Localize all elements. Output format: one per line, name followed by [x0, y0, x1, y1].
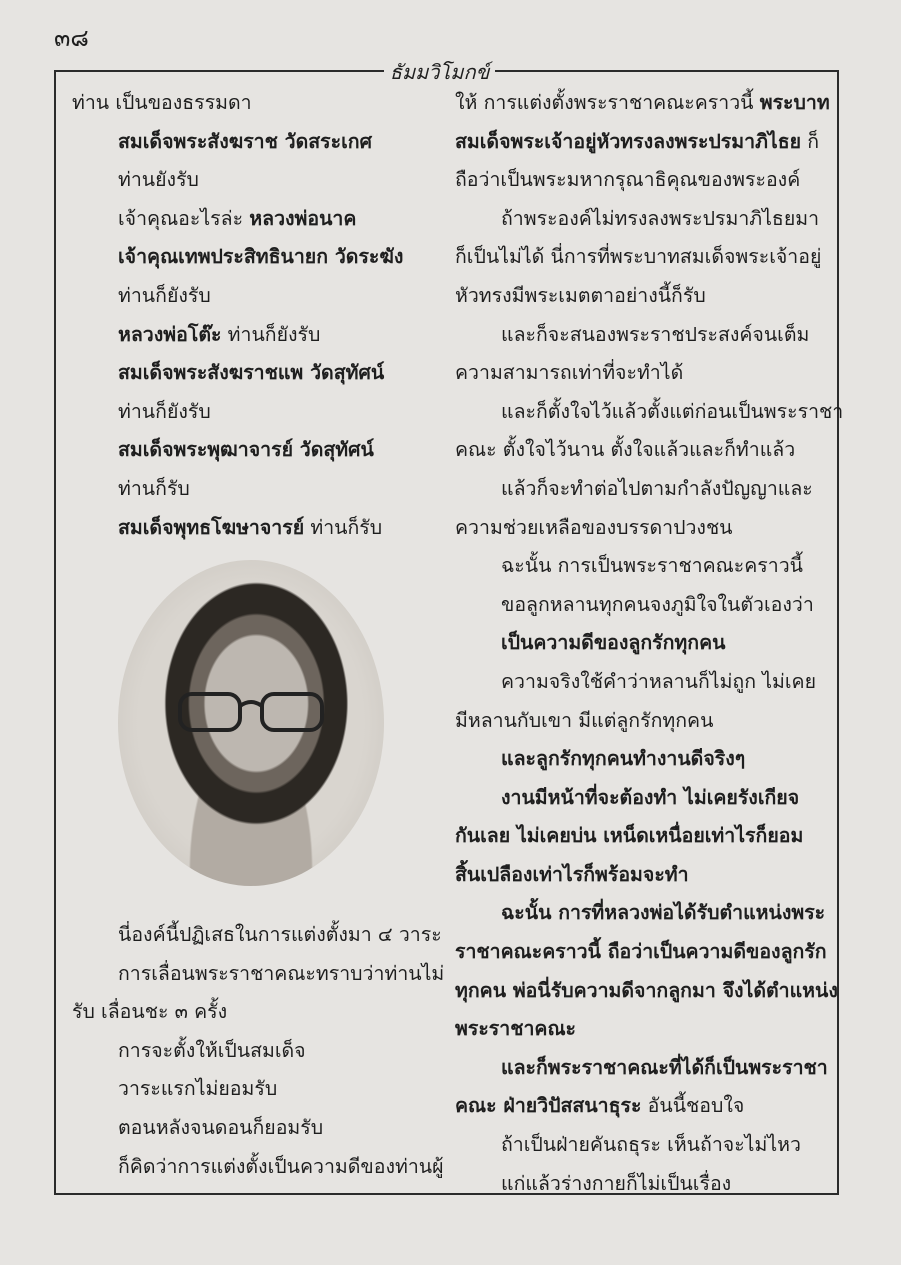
body-text: และก็ตั้งใจไว้แล้วตั้งแต่ก่อนเป็นพระราชา	[501, 399, 844, 423]
text-line	[455, 894, 825, 933]
body-text: ความสามารถเท่าที่จะทำได้	[455, 361, 684, 385]
bold-text: ฉะนั้น การที่หลวงพ่อได้รับตำแหน่งพระ	[501, 901, 826, 925]
body-text: รับ เลื่อนชะ ๓ ครั้ง	[72, 1000, 228, 1024]
body-text: ก็เป็นไม่ได้ นี่การที่พระบาทสมเด็จพระเจ้าอยู่	[455, 245, 822, 269]
text-line	[455, 238, 825, 277]
text-line	[455, 123, 825, 162]
left-column-bottom	[72, 916, 445, 1186]
text-line	[72, 1148, 444, 1187]
body-text: ให้ การแต่งตั้งพระราชาคณะคราวนี้	[455, 91, 760, 114]
text-line	[72, 238, 434, 277]
text-line	[72, 354, 434, 393]
body-text: อันนี้ชอบใจ	[641, 1094, 745, 1118]
bold-text: สิ้นเปลืองเท่าไรก็พร้อมจะทำ	[455, 862, 689, 886]
text-line	[455, 624, 825, 663]
bold-text: และลูกรักทุกคนทำงานดีจริงๆ	[501, 747, 746, 771]
bold-text: สมเด็จพระสังฆราชแพ วัดสุทัศน์	[118, 361, 385, 385]
text-line	[455, 200, 825, 239]
body-text: ตอนหลังจนดอนก็ยอมรับ	[118, 1115, 324, 1139]
running-title: ธัมมวิโมกข์	[389, 60, 490, 84]
body-text: ท่านก็รับ	[118, 476, 190, 500]
bold-text: เจ้าคุณเทพประสิทธินายก วัดระฆัง	[118, 245, 404, 269]
text-line	[72, 470, 434, 509]
body-text: ถือว่าเป็นพระมหากรุณาธิคุณของพระองค์	[455, 168, 801, 192]
text-line	[455, 1087, 825, 1126]
body-text: วาระแรกไม่ยอมรับ	[118, 1077, 278, 1101]
body-text: หัวทรงมีพระเมตตาอย่างนี้ก็รับ	[455, 283, 706, 307]
text-line	[72, 916, 442, 955]
text-line	[455, 1010, 825, 1049]
body-text: ก็	[801, 129, 820, 153]
text-line	[72, 393, 434, 432]
text-line	[455, 509, 825, 548]
body-text: ถ้าพระองค์ไม่ทรงลงพระปรมาภิไธยมา	[501, 206, 820, 230]
text-line	[455, 740, 825, 779]
text-line	[455, 470, 825, 509]
bold-text: เป็นความดีของลูกรักทุกคน	[501, 631, 726, 655]
text-line	[72, 200, 434, 239]
text-line	[72, 277, 434, 316]
text-line	[455, 586, 825, 625]
text-line	[72, 1032, 434, 1071]
body-text: ท่านก็รับ	[304, 515, 383, 539]
text-line	[455, 663, 825, 702]
body-text: ท่าน เป็นของธรรมดา	[72, 91, 252, 114]
text-line	[455, 779, 825, 818]
text-line	[72, 1109, 434, 1148]
bold-text: สมเด็จพระพุฒาจารย์ วัดสุทัศน์	[118, 438, 374, 462]
bold-text: สมเด็จพระสังฆราช วัดสระเกศ	[118, 129, 372, 153]
body-text: ขอลูกหลานทุกคนจงภูมิใจในตัวเองว่า	[501, 592, 814, 616]
portrait-photo-icon	[118, 560, 384, 886]
bold-text: ราชาคณะคราวนี้ ถือว่าเป็นความดีของลูกรัก	[455, 940, 827, 964]
text-line	[455, 277, 825, 316]
text-line	[455, 817, 825, 856]
bold-text: และก็พระราชาคณะที่ได้ก็เป็นพระราชา	[501, 1055, 828, 1079]
text-line	[72, 955, 445, 994]
bold-text: สมเด็จพุทธโฆษาจารย์	[118, 515, 305, 539]
text-line	[72, 123, 434, 162]
body-text: เจ้าคุณอะไรล่ะ	[118, 206, 250, 230]
text-line	[72, 84, 434, 123]
page-number: ๓๘	[54, 24, 89, 52]
body-text: คณะ ตั้งใจไว้นาน ตั้งใจแล้วและก็ทำแล้ว	[455, 438, 796, 462]
text-line	[455, 702, 825, 741]
text-line	[72, 161, 434, 200]
bold-text: งานมีหน้าที่จะต้องทำ ไม่เคยรังเกียจ	[501, 785, 800, 809]
text-line	[72, 316, 434, 355]
text-line	[455, 1049, 828, 1088]
text-line	[72, 1070, 434, 1109]
body-text: แล้วก็จะทำต่อไปตามกำลังปัญญาและ	[501, 476, 813, 500]
body-text: ท่านก็ยังรับ	[118, 283, 211, 307]
bold-text: กันเลย ไม่เคยบ่น เหน็ดเหนื่อยเท่าไรก็ยอม	[455, 824, 804, 848]
bold-text: พระบาท	[759, 91, 830, 114]
text-line	[455, 933, 825, 972]
text-line	[72, 509, 434, 548]
body-text: แก่แล้วร่างกายก็ไม่เป็นเรื่อง	[501, 1171, 732, 1195]
text-line	[455, 547, 825, 586]
body-text: ความจริงใช้คำว่าหลานก็ไม่ถูก ไม่เคย	[501, 669, 817, 693]
body-text: นี่องค์นี้ปฏิเสธในการแต่งตั้งมา ๔ วาระ	[118, 923, 442, 946]
bold-text: สมเด็จพระเจ้าอยู่หัวทรงลงพระปรมาภิไธย	[455, 129, 802, 153]
body-text: ท่านยังรับ	[118, 168, 199, 192]
text-line	[455, 161, 825, 200]
text-line	[455, 856, 825, 895]
right-column	[455, 84, 844, 1203]
text-line	[72, 431, 434, 470]
text-line	[72, 993, 434, 1032]
body-text: ท่านก็ยังรับ	[221, 322, 321, 346]
body-text: ฉะนั้น การเป็นพระราชาคณะคราวนี้	[501, 554, 803, 578]
text-line	[455, 431, 825, 470]
bold-text: หลวงพ่อโต๊ะ	[118, 322, 222, 346]
body-text: ท่านก็ยังรับ	[118, 399, 211, 423]
bold-text: ทุกคน พ่อนี่รับความดีจากลูกมา จึงได้ตำแหน่ง	[455, 978, 838, 1002]
body-text: ถ้าเป็นฝ่ายคันถธุระ เห็นถ้าจะไม่ไหว	[501, 1133, 801, 1157]
eyeglasses-icon	[176, 688, 326, 736]
bold-text: คณะ ฝ่ายวิปัสสนาธุระ	[455, 1094, 642, 1118]
text-line	[455, 1165, 825, 1204]
text-line	[455, 1126, 825, 1165]
text-line	[455, 972, 838, 1011]
text-line	[455, 354, 825, 393]
body-text: การจะตั้งให้เป็นสมเด็จ	[118, 1038, 306, 1062]
body-text: ความช่วยเหลือของบรรดาปวงชน	[455, 515, 733, 539]
left-column	[72, 84, 434, 547]
body-text: และก็จะสนองพระราชประสงค์จนเต็ม	[501, 322, 810, 346]
bold-text: หลวงพ่อนาค	[249, 206, 357, 230]
body-text: การเลื่อนพระราชาคณะทราบว่าท่านไม่	[118, 961, 445, 985]
text-line	[455, 84, 830, 123]
body-text: ก็คิดว่าการแต่งตั้งเป็นความดีของท่านผู้	[118, 1154, 444, 1178]
bold-text: พระราชาคณะ	[455, 1017, 577, 1041]
text-line	[455, 393, 844, 432]
text-line	[455, 316, 825, 355]
body-text: มีหลานกับเขา มีแต่ลูกรักทุกคน	[455, 708, 714, 732]
